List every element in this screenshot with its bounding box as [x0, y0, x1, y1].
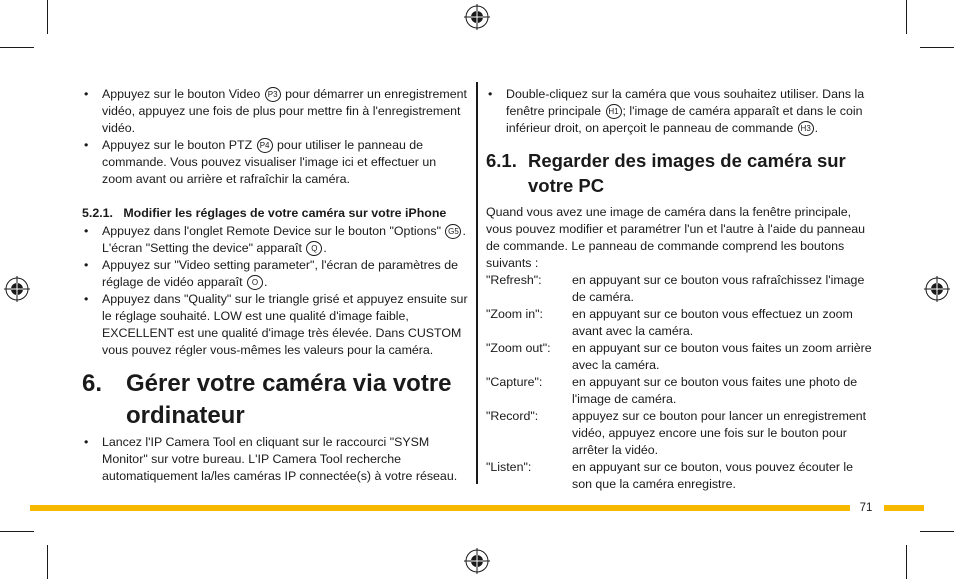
definition-row: "Zoom out": en appuyant sur ce bouton vous faites un zoom arrière avec la caméra.	[486, 341, 872, 372]
list-item: • Appuyez sur "Video setting parameter", l'écran de paramètres de réglage de vidéo apparaît O .	[82, 257, 468, 291]
definition-row: "Listen": en appuyant sur ce bouton, vous pouvez écouter le son que la caméra enregistre.	[486, 460, 854, 491]
subsection-title: 6.1. Regarder des images de caméra sur votre PC	[486, 150, 846, 196]
callout-badge: H3	[798, 121, 814, 136]
right-column	[486, 86, 872, 493]
registration-mark-icon	[464, 4, 490, 30]
footer-bar	[30, 505, 850, 511]
callout-badge: O	[247, 275, 263, 290]
column-divider	[476, 82, 478, 484]
crop-mark	[920, 531, 954, 532]
crop-mark	[0, 531, 34, 532]
crop-mark	[920, 47, 954, 48]
crop-mark	[47, 545, 48, 579]
definition-row: "Capture": en appuyant sur ce bouton vous faites une photo de l'image de caméra.	[486, 375, 858, 406]
list-item: • Appuyez dans "Quality" sur le triangle grisé et appuyez ensuite sur le réglage souhaité. LOW est une qualité d'image faible, EXCELLENT est une qualité d'image très élevée. Dans CUSTOM vous pouvez régler vous-mêmes les valeurs pour la caméra.	[82, 291, 468, 359]
registration-mark-icon	[4, 276, 30, 302]
callout-badge: G5	[445, 224, 461, 239]
intro-paragraph: Quand vous avez une image de caméra dans la fenêtre principale, vous pouvez modifier et paramétrer l'un et l'autre à l'aide du panneau de commande. Le panneau de commande comprend les boutons suivants :	[486, 205, 866, 270]
callout-badge: P4	[257, 138, 273, 153]
section-heading: 6. Gérer votre caméra via votre ordinateur	[82, 370, 452, 429]
left-column	[82, 86, 468, 485]
footer-bar	[884, 505, 924, 511]
definition-row: "Refresh": en appuyant sur ce bouton vous rafraîchissez l'image de caméra.	[486, 273, 865, 304]
list-item: • Appuyez dans l'onglet Remote Device sur le bouton "Options" G5 . L'écran "Setting the device" apparaît Q .	[82, 223, 468, 257]
crop-mark	[0, 47, 34, 48]
crop-mark	[906, 0, 907, 34]
callout-badge: H1	[606, 104, 622, 119]
definition-list	[486, 272, 872, 493]
list-item: • Appuyez sur le bouton Video P3 pour démarrer un enregistrement vidéo, appuyez une fois de plus pour mettre fin à l'enregistrement vidéo.	[82, 86, 468, 137]
crop-mark	[906, 545, 907, 579]
registration-mark-icon	[924, 276, 950, 302]
page-number: 71	[859, 502, 873, 514]
crop-mark	[47, 0, 48, 34]
list-item: • Appuyez sur le bouton PTZ P4 pour utiliser le panneau de commande. Vous pouvez visualiser l'image ici et effectuer un zoom avant ou arrière et rafraîchir la caméra.	[82, 137, 468, 188]
list-item: • Double-cliquez sur la caméra que vous souhaitez utiliser. Dans la fenêtre principale H1 ; l'image de caméra apparaît et dans le coin inférieur droit, on aperçoit le panneau de commande H3 .	[486, 86, 872, 137]
definition-row: "Record": appuyez sur ce bouton pour lancer un enregistrement vidéo, appuyez encore une fois sur le bouton pour arrêter la vidéo.	[486, 409, 867, 457]
registration-mark-icon	[464, 548, 490, 574]
definition-row: "Zoom in": en appuyant sur ce bouton vous effectuez un zoom avant avec la caméra.	[486, 307, 853, 338]
callout-badge: Q	[306, 241, 322, 256]
subsection-heading: 5.2.1. Modifier les réglages de votre caméra sur votre iPhone	[82, 206, 447, 220]
list-item: • Lancez l'IP Camera Tool en cliquant sur le raccourci "SYSM Monitor" sur votre bureau. L'IP Camera Tool recherche automatiquement la/les caméras IP connectée(s) à votre réseau.	[82, 434, 468, 485]
callout-badge: P3	[265, 87, 281, 102]
